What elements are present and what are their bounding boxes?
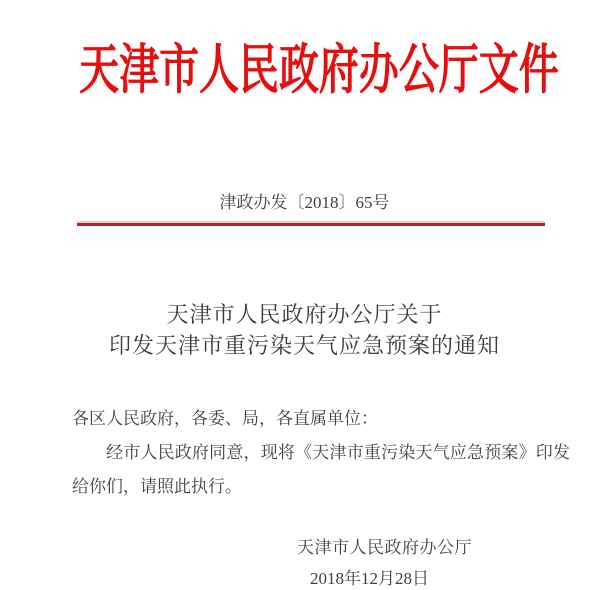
notice-title-line2: 印发天津市重污染天气应急预案的通知: [108, 333, 500, 358]
issuer-signature: 天津市人民政府办公厅: [297, 538, 472, 557]
document-number: 津政办发〔2018〕65号: [219, 193, 390, 212]
notice-body: [72, 402, 570, 504]
notice-title-line1: 天津市人民政府办公厅关于: [166, 302, 443, 327]
letterhead-title: 天津市人民政府办公厅文件: [79, 40, 559, 100]
salutation-line: 各区人民政府，各委、局，各直属单位：: [72, 409, 378, 428]
issue-date: 2018年12月28日: [310, 569, 429, 588]
body-paragraph: 经市人民政府同意，现将《天津市重污染天气应急预案》印发给你们，请照此执行。: [72, 443, 570, 496]
red-divider-line: [77, 223, 545, 226]
notice-title: [0, 299, 609, 361]
